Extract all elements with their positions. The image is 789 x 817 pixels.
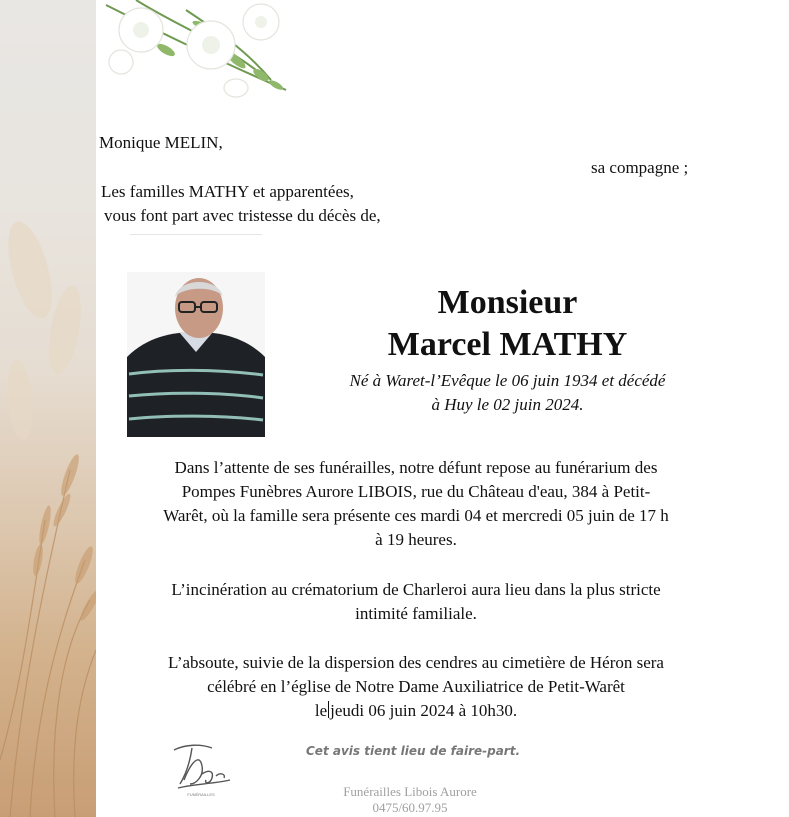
paragraph-line: intimité familiale. <box>355 604 477 623</box>
birth-death-dates <box>300 369 715 417</box>
logo-caption: FUNÉRAILLES <box>187 792 215 797</box>
recipient-line-announcement: vous font part avec tristesse du décès de, <box>104 206 381 225</box>
deceased-title: Monsieur <box>437 284 578 321</box>
footer-company-name: Funérailles Libois Aurore <box>343 784 477 799</box>
deceased-name: Marcel MATHY <box>387 326 628 363</box>
paragraph-cremation <box>96 578 736 626</box>
decorative-side-strip <box>0 0 96 817</box>
text-cursor <box>328 701 329 718</box>
paragraph-line: célébré en l’église de Notre Dame Auxiliatrice de Petit-Warêt <box>207 677 625 696</box>
paragraph-line-prefix: le <box>314 701 328 720</box>
dates-line-1: Né à Waret-l’Evêque le 06 juin 1934 et décédé <box>349 371 666 390</box>
paragraph-absolution <box>96 651 736 723</box>
paragraph-line: Pompes Funèbres Aurore LIBOIS, rue du Château d'eau, 384 à Petit- <box>181 482 651 501</box>
footer-phone: 0475/60.97.95 <box>372 800 448 815</box>
recipient-line-partner-name: Monique MELIN, <box>99 133 223 152</box>
paragraph-line: L’absoute, suivie de la dispersion des cendres au cimetière de Héron sera <box>168 653 664 672</box>
wheat-grass-illustration <box>0 0 96 817</box>
paragraph-line: Dans l’attente de ses funérailles, notre défunt repose au funérarium des <box>174 458 658 477</box>
paragraph-line: L’incinération au crématorium de Charleroi aura lieu dans la plus stricte <box>171 580 661 599</box>
paragraph-line: Warêt, où la famille sera présente ces mardi 04 et mercredi 05 juin de 17 h <box>163 506 669 525</box>
funeral-home-logo <box>166 740 236 798</box>
paragraph-line: à 19 heures. <box>375 530 457 549</box>
paragraph-line <box>96 699 736 723</box>
recipient-line-families: Les familles MATHY et apparentées, <box>101 182 354 201</box>
white-flowers-illustration <box>96 0 296 105</box>
deceased-portrait <box>127 272 265 437</box>
paragraph-funerarium <box>96 456 736 552</box>
notice-text: Cet avis tient lieu de faire-part. <box>306 744 521 758</box>
paragraph-line-date: jeudi 06 juin 2024 à 10h30. <box>330 701 518 720</box>
divider <box>130 234 262 235</box>
recipient-line-relation: sa compagne ; <box>591 158 689 177</box>
dates-line-2: à Huy le 02 juin 2024. <box>431 395 584 414</box>
